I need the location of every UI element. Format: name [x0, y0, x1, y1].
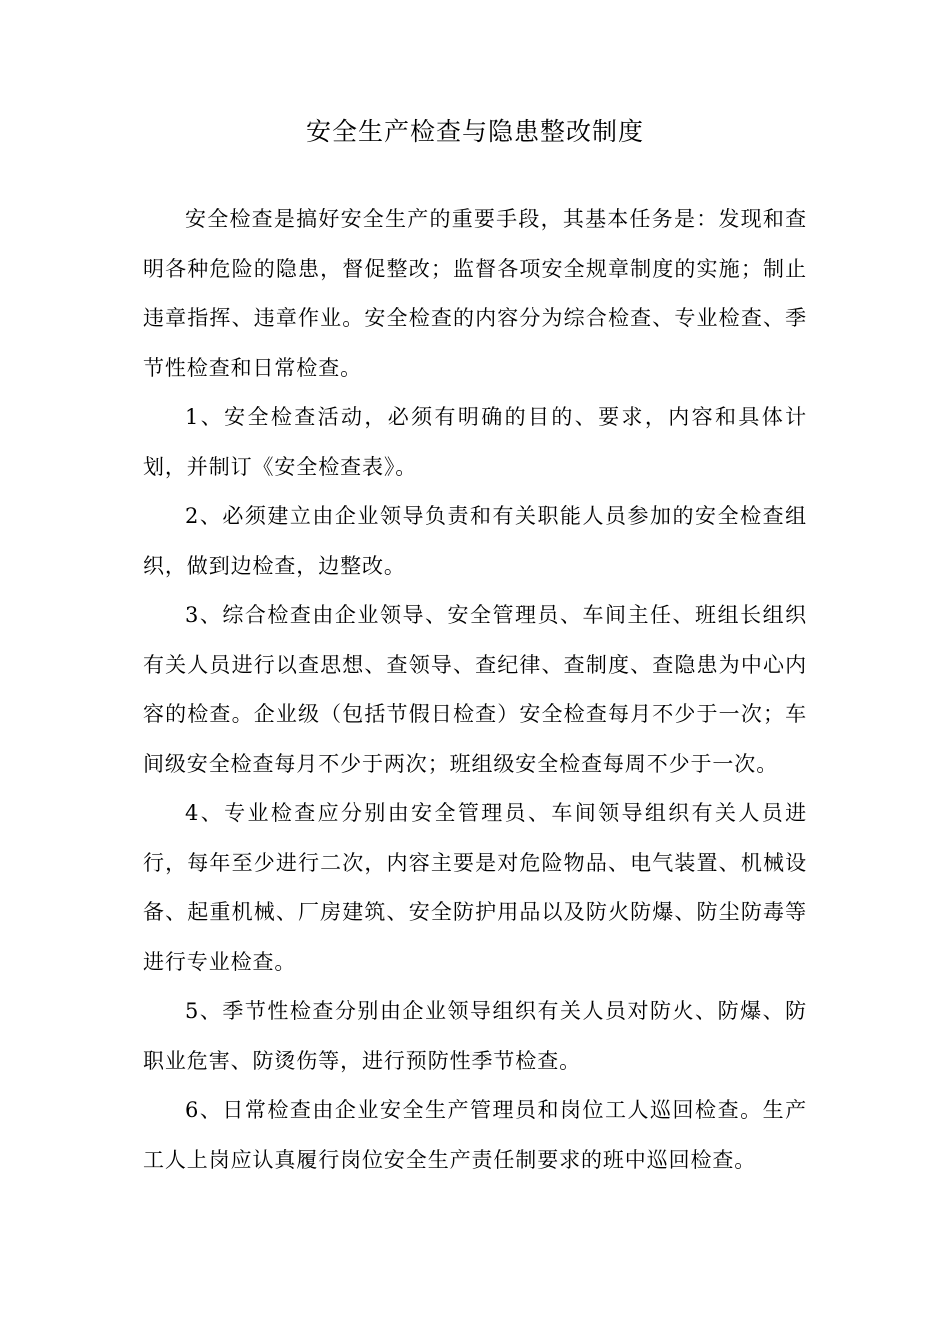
document-title: 安全生产检查与隐患整改制度 [305, 117, 644, 146]
document-body [143, 195, 807, 1185]
paragraph-item-6: 6、日常检查由企业安全生产管理员和岗位工人巡回检查。生产工人上岗应认真履行岗位安全生产责任制要求的班中巡回检查。 [143, 1098, 807, 1172]
paragraph-item-1: 1、安全检查活动，必须有明确的目的、要求，内容和具体计划，并制订《安全检查表》。 [143, 405, 807, 479]
paragraph-intro: 安全检查是搞好安全生产的重要手段，其基本任务是：发现和查明各种危险的隐患，督促整改；监督各项安全规章制度的实施；制止违章指挥、违章作业。安全检查的内容分为综合检查、专业检查、季节性检查和日常检查。 [143, 207, 807, 380]
paragraph-item-5: 5、季节性检查分别由企业领导组织有关人员对防火、防爆、防职业危害、防烫伤等，进行预防性季节检查。 [143, 999, 807, 1073]
paragraph-item-2: 2、必须建立由企业领导负责和有关职能人员参加的安全检查组织，做到边检查，边整改。 [143, 504, 807, 578]
paragraph-item-3: 3、综合检查由企业领导、安全管理员、车间主任、班组长组织有关人员进行以查思想、查领导、查纪律、查制度、查隐患为中心内容的检查。企业级（包括节假日检查）安全检查每月不少于一次；车间级安全检查每月不少于两次；班组级安全检查每周不少于一次。 [143, 603, 807, 776]
paragraph-item-4: 4、专业检查应分别由安全管理员、车间领导组织有关人员进行，每年至少进行二次，内容主要是对危险物品、电气装置、机械设备、起重机械、厂房建筑、安全防护用品以及防火防爆、防尘防毒等进行专业检查。 [143, 801, 807, 974]
